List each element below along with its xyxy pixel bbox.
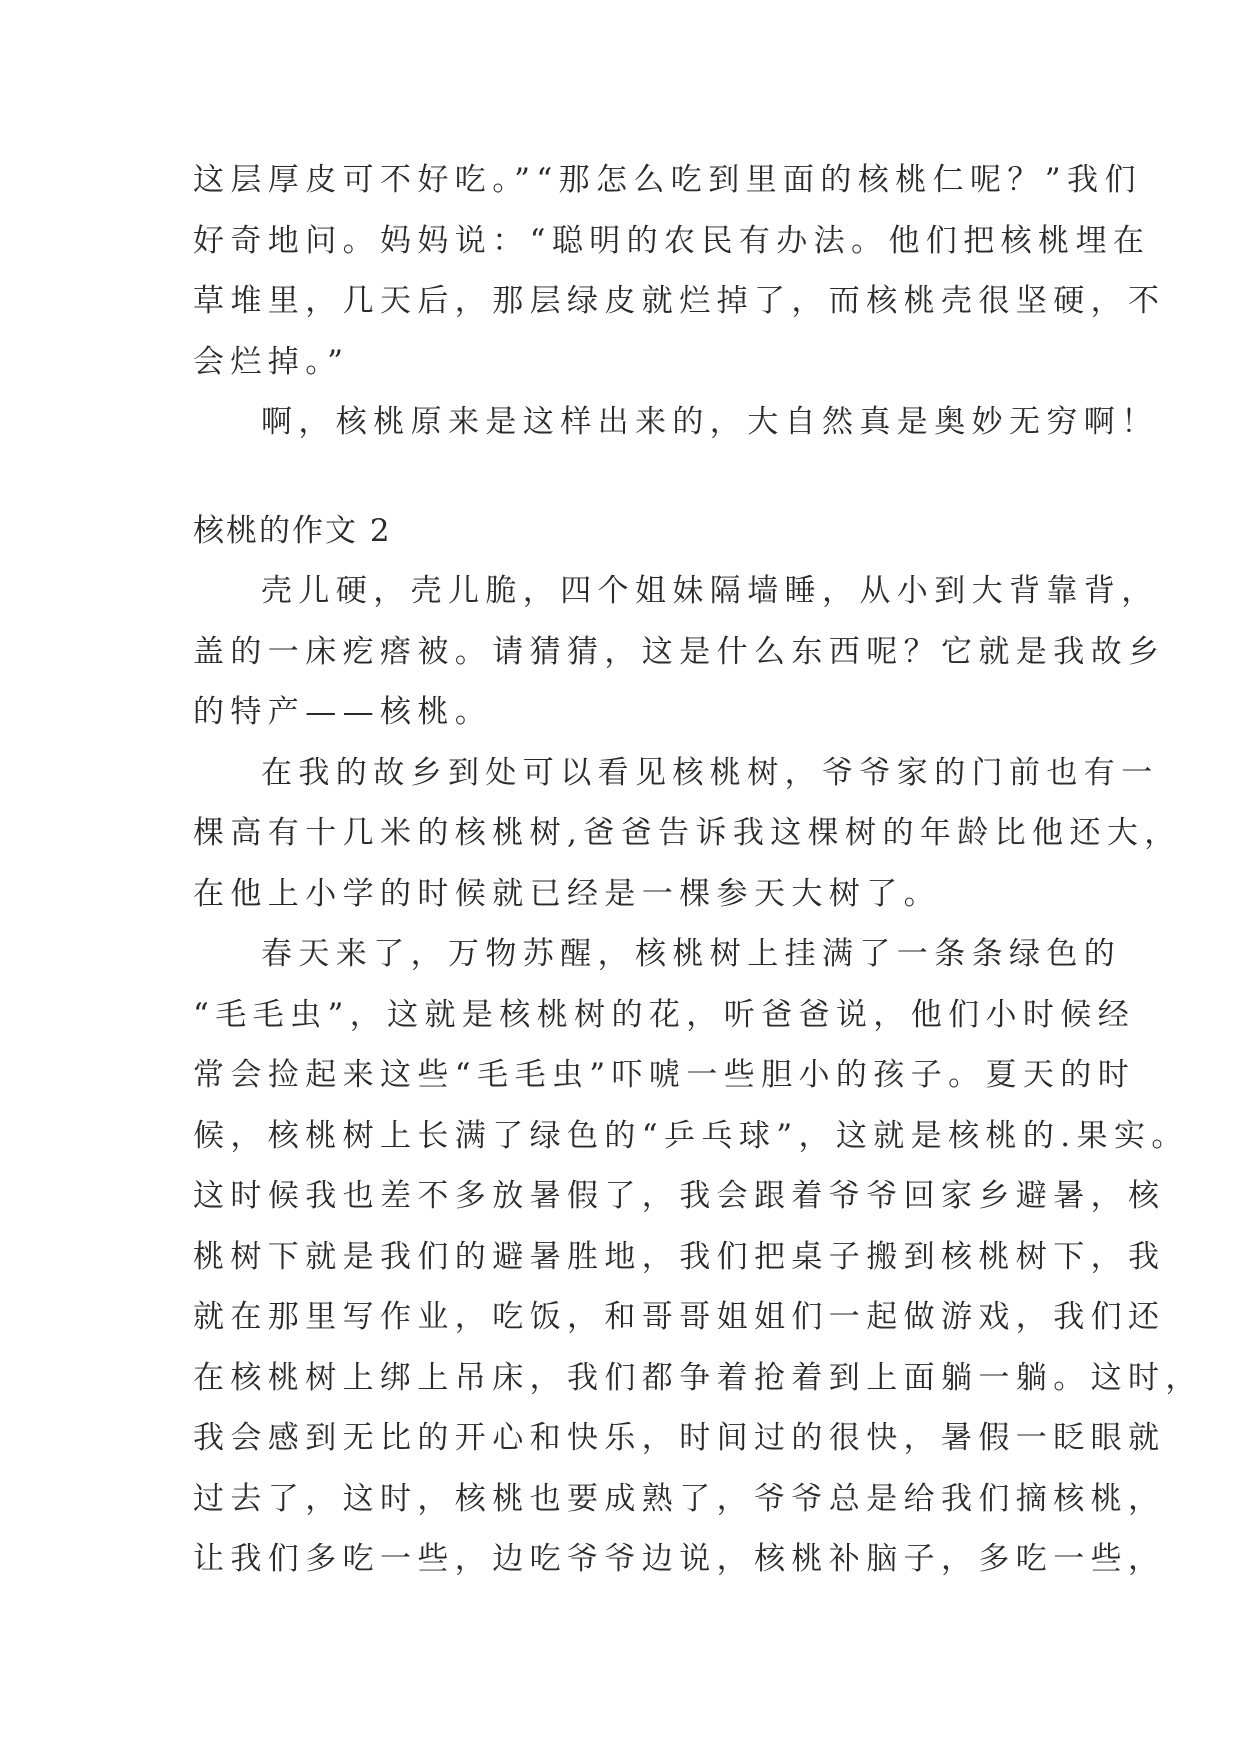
text-line: 在我的故乡到处可以看见核桃树，爷爷家的门前也有一 (261, 754, 1159, 791)
paragraph-seasons (193, 924, 1203, 1590)
text-line: 让我们多吃一些，边吃爷爷边说，核桃补脑子，多吃一些， (193, 1541, 1166, 1577)
section-gap (193, 453, 1053, 501)
text-line: 春天来了，万物苏醒，核桃树上挂满了一条条绿色的 (261, 936, 1122, 972)
text-line: 这层厚皮可不好吃。”“那怎么吃到里面的核桃仁呢？”我们 (193, 162, 1142, 198)
closing-paragraph (193, 392, 1159, 453)
document-page (193, 150, 1203, 1590)
text-line: 草堆里，几天后，那层绿皮就烂掉了，而核桃壳很坚硬，不 (193, 283, 1166, 319)
paragraph-hometown (193, 743, 1182, 925)
text-line: 的特产——核桃。 (193, 694, 493, 730)
text-line: 候，核桃树上长满了绿色的“乒乓球”，这就是核桃的.果实。 (193, 1117, 1189, 1154)
text-line: 在他上小学的时候就已经是一棵参天大树了。 (193, 875, 941, 912)
text-line: 在核桃树上绑上吊床，我们都争着抢着到上面躺一躺。这时， (193, 1359, 1203, 1396)
text-line: 常会捡起来这些“毛毛虫”吓唬一些胆小的孩子。夏天的时 (193, 1057, 1136, 1093)
paragraph-continued (193, 150, 1166, 392)
text-line: “毛毛虫”，这就是核桃树的花，听爸爸说，他们小时候经 (193, 996, 1136, 1033)
section-heading: 核桃的作文 2 (193, 512, 392, 549)
text-line: 会烂掉。” (193, 343, 350, 380)
text-line: 就在那里写作业，吃饭，和哥哥姐姐们一起做游戏，我们还 (193, 1299, 1166, 1335)
text-line: 棵高有十几米的核桃树,爸爸告诉我这棵树的年龄比他还大， (193, 815, 1182, 851)
paragraph-riddle (193, 561, 1166, 743)
text-line: 这时候我也差不多放暑假了，我会跟着爷爷回家乡避暑，核 (193, 1178, 1166, 1214)
text-line: 好奇地问。妈妈说：“聪明的农民有办法。他们把核桃埋在 (193, 222, 1151, 259)
text-line: 我会感到无比的开心和快乐，时间过的很快，暑假一眨眼就 (193, 1420, 1166, 1456)
text-line: 盖的一床疙瘩被。请猜猜，这是什么东西呢？它就是我故乡 (193, 633, 1166, 670)
text-line: 啊，核桃原来是这样出来的，大自然真是奥妙无穷啊！ (261, 404, 1159, 440)
text-line: 壳儿硬，壳儿脆，四个姐妹隔墙睡，从小到大背靠背， (261, 573, 1159, 609)
text-line: 桃树下就是我们的避暑胜地，我们把桌子搬到核桃树下，我 (193, 1238, 1166, 1275)
text-line: 过去了，这时，核桃也要成熟了，爷爷总是给我们摘核桃， (193, 1480, 1166, 1517)
